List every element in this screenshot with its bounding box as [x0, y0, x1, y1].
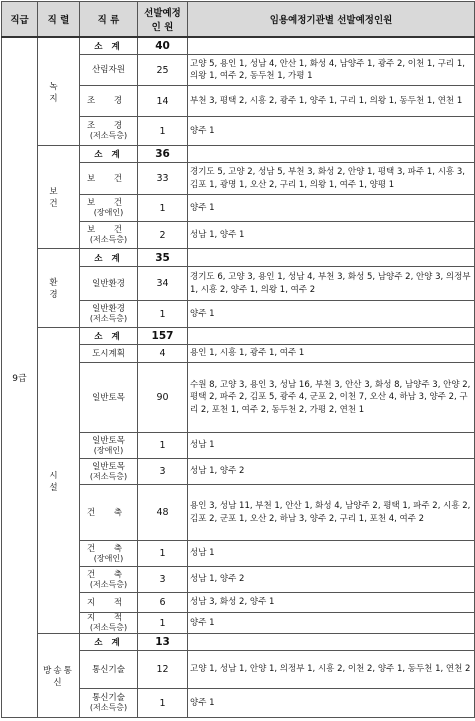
job-label: 건 축 [86, 543, 131, 554]
allocation-cell: 성남 1, 양주 1 [188, 222, 475, 249]
count-cell: 1 [138, 117, 188, 146]
count-cell: 1 [138, 613, 188, 634]
count-cell: 90 [138, 363, 188, 433]
job-sublabel: (장애인) [93, 445, 124, 455]
job-cell [80, 541, 138, 567]
job-cell [80, 345, 138, 363]
job-label: 일반토목 [92, 461, 125, 472]
job-label: 일반환경 [92, 278, 125, 289]
job-label: 도시계획 [92, 348, 125, 359]
subtotal-value: 40 [138, 37, 188, 55]
job-cell [80, 567, 138, 593]
job-cell [80, 55, 138, 86]
job-cell [80, 363, 138, 433]
header-field: 직 렬 [38, 2, 80, 38]
count-cell: 12 [138, 651, 188, 689]
job-sublabel: (저소득층) [89, 314, 128, 323]
job-label: 일반토목 [92, 435, 125, 446]
recruitment-table [1, 1, 475, 718]
job-label: 일반환경 [92, 304, 125, 314]
job-cell [80, 86, 138, 117]
allocation-cell: 경기도 5, 고양 2, 성남 5, 부천 3, 화성 2, 안양 1, 평택 3, 파주 1, 시흥 3, 김포 1, 광명 1, 오산 2, 구리 1, 의왕 1, 여주 1, 양평 1 [188, 163, 475, 195]
job-label: 조 경 [86, 121, 131, 131]
count-cell: 3 [138, 459, 188, 485]
header-row [2, 2, 475, 38]
job-label: 산림자원 [92, 65, 125, 75]
field-cell: 환 경 [38, 249, 80, 328]
allocation-cell: 수원 8, 고양 3, 용인 3, 성남 16, 부천 3, 안산 3, 화성 8, 남양주 3, 안양 2, 평택 2, 파주 2, 김포 5, 광주 4, 군포 2, 이천 7, 오산 4, 하남 3, 양주 2, 구리 2, 포천 1, 여주 2, 동두천 2, 가평 2, 연천 1 [188, 363, 475, 433]
subtotal-label: 소 계 [80, 37, 138, 55]
field-cell: 시 설 [38, 328, 80, 634]
allocation-cell: 용인 3, 성남 11, 부천 1, 안산 1, 화성 4, 남양주 2, 평택 1, 파주 2, 시흥 2, 김포 2, 군포 1, 오산 2, 하남 3, 양주 2, 구리 1, 포천 4, 여주 2 [188, 485, 475, 541]
count-cell: 2 [138, 222, 188, 249]
header-count [138, 2, 188, 38]
allocation-cell: 성남 1, 양주 2 [188, 459, 475, 485]
count-cell: 1 [138, 301, 188, 328]
count-cell: 48 [138, 485, 188, 541]
job-label: 지 적 [86, 613, 131, 623]
allocation-cell: 성남 1 [188, 433, 475, 459]
job-sublabel: (장애인) [93, 553, 124, 563]
job-cell [80, 613, 138, 634]
job-label: 지 적 [86, 597, 131, 608]
job-sublabel: (저소득층) [89, 623, 128, 632]
subtotal-label: 소 계 [80, 328, 138, 345]
subtotal-label: 소 계 [80, 634, 138, 651]
job-sublabel: (저소득층) [89, 471, 128, 481]
count-cell: 33 [138, 163, 188, 195]
job-cell [80, 433, 138, 459]
subtotal-value: 13 [138, 634, 188, 651]
subtotal-value: 36 [138, 146, 188, 163]
allocation-cell: 성남 1, 양주 2 [188, 567, 475, 593]
job-label: 조 경 [86, 96, 131, 106]
header-count-line2: 인 원 [151, 22, 174, 33]
subtotal-allocation-empty [188, 37, 475, 55]
job-sublabel: (저소득층) [89, 703, 128, 712]
job-sublabel: (저소득층) [89, 235, 128, 244]
subtotal-allocation-empty [188, 146, 475, 163]
job-sublabel: (장애인) [93, 208, 124, 217]
job-label: 건 축 [86, 569, 131, 580]
job-cell [80, 301, 138, 328]
job-label: 일반토목 [92, 392, 125, 403]
job-cell [80, 222, 138, 249]
allocation-cell: 고양 5, 용인 1, 성남 4, 안산 1, 화성 4, 남양주 1, 광주 2, 이천 1, 구리 1, 의왕 1, 여주 2, 동두천 1, 가평 1 [188, 55, 475, 86]
allocation-cell: 양주 1 [188, 613, 475, 634]
job-cell [80, 689, 138, 718]
job-cell [80, 267, 138, 301]
count-cell: 1 [138, 433, 188, 459]
grade-cell: 9급 [2, 37, 38, 718]
job-cell [80, 195, 138, 222]
subtotal-row [2, 249, 475, 267]
job-label: 보 건 [86, 225, 131, 235]
count-cell: 1 [138, 541, 188, 567]
job-cell [80, 117, 138, 146]
header-grade: 직급 [2, 2, 38, 38]
subtotal-allocation-empty [188, 328, 475, 345]
field-cell: 녹 지 [38, 37, 80, 146]
count-cell: 1 [138, 195, 188, 222]
subtotal-allocation-empty [188, 634, 475, 651]
count-cell: 6 [138, 593, 188, 613]
job-sublabel: (저소득층) [89, 131, 128, 140]
job-label: 보 건 [86, 198, 131, 208]
subtotal-value: 157 [138, 328, 188, 345]
subtotal-label: 소 계 [80, 146, 138, 163]
subtotal-row [2, 634, 475, 651]
allocation-cell: 용인 1, 시흥 1, 광주 1, 여주 1 [188, 345, 475, 363]
allocation-cell: 양주 1 [188, 195, 475, 222]
header-count-line1: 선발예정 [144, 8, 181, 19]
allocation-cell: 성남 1 [188, 541, 475, 567]
subtotal-row [2, 146, 475, 163]
job-cell [80, 485, 138, 541]
job-label: 보 건 [86, 173, 131, 184]
job-label: 통신기술 [92, 693, 125, 703]
job-sublabel: (저소득층) [89, 579, 128, 589]
allocation-cell: 고양 1, 성남 1, 안양 1, 의정부 1, 시흥 2, 이천 2, 양주 1, 동두천 1, 연천 2 [188, 651, 475, 689]
count-cell: 3 [138, 567, 188, 593]
allocation-cell: 경기도 6, 고양 3, 용인 1, 성남 4, 부천 3, 화성 5, 남양주 2, 안양 3, 의정부 1, 시흥 2, 양주 1, 의왕 1, 여주 2 [188, 267, 475, 301]
field-cell: 방송통신 [38, 634, 80, 718]
job-label: 건 축 [86, 507, 131, 518]
allocation-cell: 성남 3, 화성 2, 양주 1 [188, 593, 475, 613]
allocation-cell: 양주 1 [188, 689, 475, 718]
count-cell: 1 [138, 689, 188, 718]
header-allocation: 임용예정기관별 선발예정인원 [188, 2, 475, 38]
job-cell [80, 459, 138, 485]
count-cell: 25 [138, 55, 188, 86]
field-cell: 보 건 [38, 146, 80, 249]
count-cell: 14 [138, 86, 188, 117]
subtotal-allocation-empty [188, 249, 475, 267]
job-cell [80, 163, 138, 195]
allocation-cell: 양주 1 [188, 117, 475, 146]
allocation-cell: 양주 1 [188, 301, 475, 328]
subtotal-row [2, 37, 475, 55]
subtotal-row [2, 328, 475, 345]
job-cell [80, 593, 138, 613]
allocation-cell: 부천 3, 평택 2, 시흥 2, 광주 1, 양주 1, 구리 1, 의왕 1, 동두천 1, 연천 1 [188, 86, 475, 117]
count-cell: 34 [138, 267, 188, 301]
table-body [2, 37, 475, 718]
count-cell: 4 [138, 345, 188, 363]
subtotal-value: 35 [138, 249, 188, 267]
header-job: 직 류 [80, 2, 138, 38]
job-cell [80, 651, 138, 689]
job-label: 통신기술 [92, 664, 125, 675]
subtotal-label: 소 계 [80, 249, 138, 267]
